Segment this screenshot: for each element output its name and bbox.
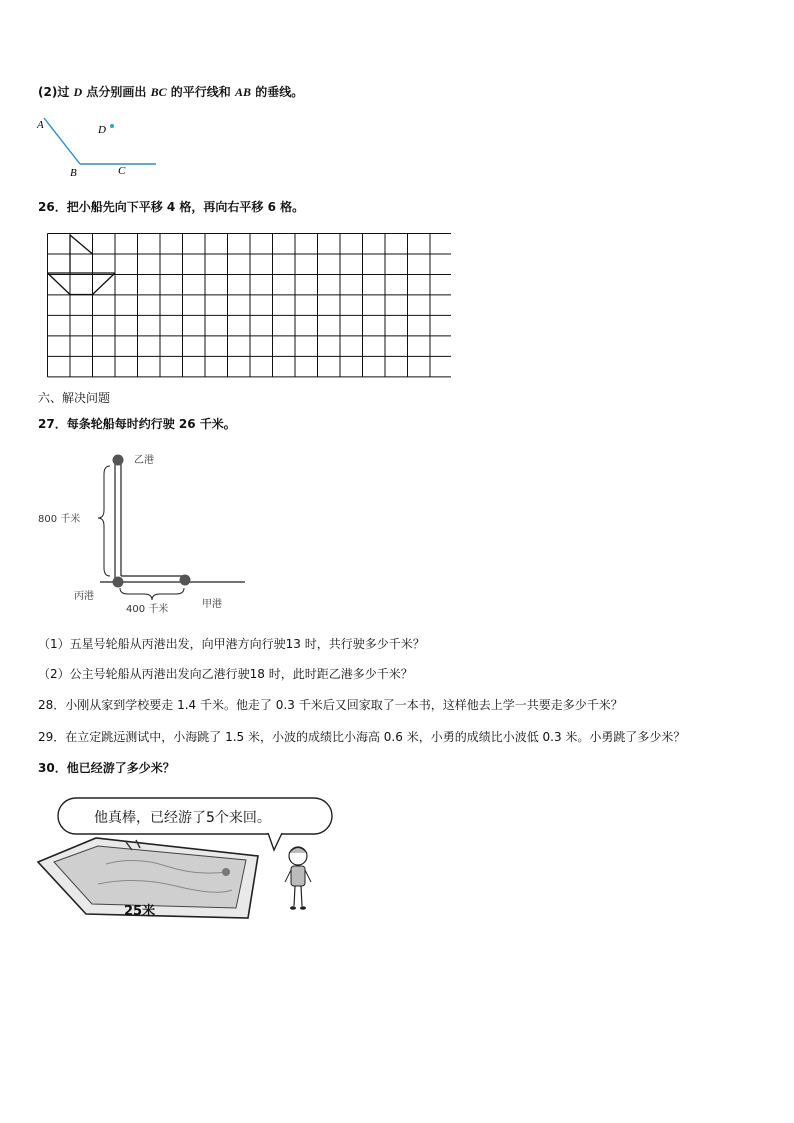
label-c: C [118,165,126,177]
boat-shape [48,235,116,295]
label-bing-port: 丙港 [74,591,94,602]
brace-horizontal [120,588,184,600]
q27-prompt: 27．每条轮船每时约行驶 26 千米。 [38,417,236,431]
angle-diagram [30,112,170,182]
section-6-title: 六、解决问题 [38,391,111,405]
speech-text: 他真棒，已经游了5个来回。 [94,810,271,826]
port-yi-dot [113,455,124,466]
label-distance-horizontal: 400 千米 [126,604,169,615]
brace-vertical [98,466,110,576]
label-jia-port: 甲港 [202,599,222,610]
point-d-dot [110,124,114,128]
q25-2-prefix: (2)过 [38,85,70,99]
label-b: B [70,167,77,179]
label-a: A [37,119,44,131]
q29-prompt: 29．在立定跳远测试中，小海跳了 1.5 米，小波的成绩比小海高 0.6 米，小勇的成绩比小波低 0.3 米。小勇跳了多少米？ [38,730,686,744]
q25-2-line2: AB [234,85,251,99]
swimmer-icon [222,868,230,876]
speech-bubble-tail [268,833,282,850]
pool-illustration [36,792,342,934]
q27-sub2: （2）公主号轮船从丙港出发向乙港行驶18 时，此时距乙港多少千米？ [38,667,413,681]
pool-length-label: 25米 [124,904,156,919]
port-jia-dot [180,575,191,586]
q25-2-point: D [73,85,83,99]
q25-2-prompt [38,84,303,100]
q26-prompt: 26．把小船先向下平移 4 格，再向右平移 6 格。 [38,200,305,214]
port-map [30,448,260,620]
label-yi-port: 乙港 [134,455,154,466]
segment-ab [44,118,80,164]
q25-2-mid1: 点分别画出 [86,85,147,99]
person-icon [285,847,311,910]
boat-hull-right [93,273,116,295]
label-d: D [98,124,106,136]
q28-prompt: 28．小刚从家到学校要走 1.4 千米。他走了 0.3 千米后又回家取了一本书，这样他去上学一共要走多少千米？ [38,698,623,712]
boat-grid [47,233,451,380]
label-distance-vertical: 800 千米 [38,514,81,525]
q25-2-suffix: 的垂线。 [255,85,304,99]
port-bing-dot [113,577,124,588]
boat-sail [70,235,93,254]
q25-2-line1: BC [150,85,167,99]
q25-2-mid2: 的平行线和 [170,85,231,99]
q30-prompt: 30．他已经游了多少米？ [38,761,175,775]
boat-hull-left [48,273,71,295]
q27-sub1: （1）五星号轮船从丙港出发，向甲港方向行驶13 时，共行驶多少千米？ [38,637,425,651]
grid-lines [48,234,452,377]
